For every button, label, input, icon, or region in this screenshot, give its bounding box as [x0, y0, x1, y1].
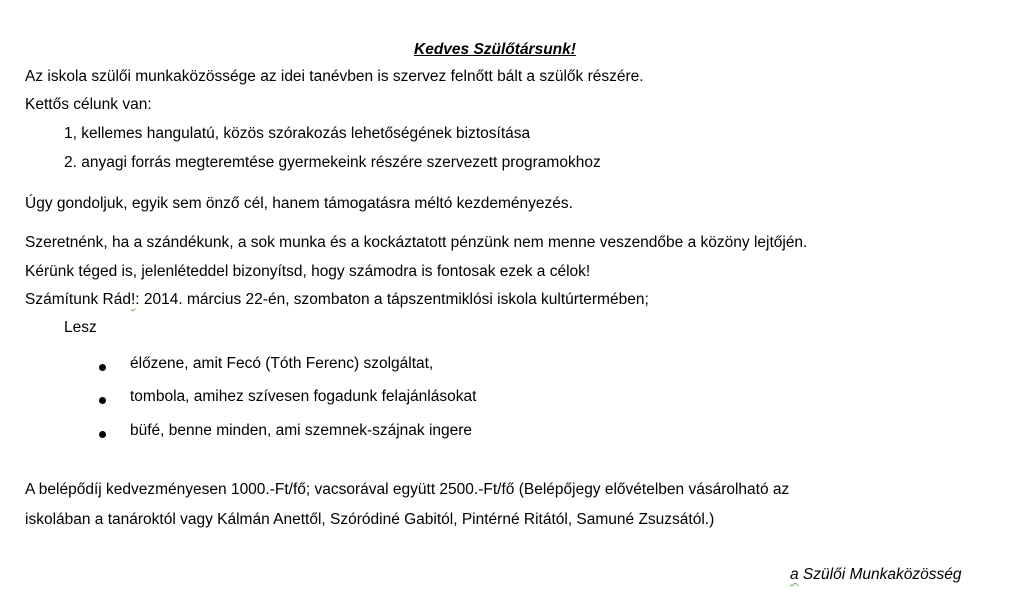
bullet-icon	[99, 397, 106, 404]
letter-title: Kedves Szülőtársunk!	[414, 41, 576, 58]
program-item: büfé, benne minden, ami szemnek-szájnak ingere	[130, 422, 473, 439]
spellcheck-mark: !	[130, 291, 136, 308]
appeal-paragraph: Szeretnénk, ha a szándékunk, a sok munka és a kockáztatott pénzünk nem menne veszendőbe a közöny lejtőjén.	[25, 234, 808, 251]
event-prefix: Számítunk Rád	[25, 291, 131, 308]
event-date-location: : 2014. március 22-én, szombaton a tápszentmiklósi iskola kultúrtermében;	[135, 291, 649, 308]
goal-item: 1, kellemes hangulatú, közös szórakozás lehetőségének biztosítása	[64, 125, 531, 142]
bullet-icon	[99, 431, 106, 438]
signature-article: a	[790, 566, 799, 583]
statement-paragraph: Úgy gondoljuk, egyik sem önző cél, hanem támogatásra méltó kezdeményezés.	[25, 195, 573, 212]
program-item: tombola, amihez szívesen fogadunk felajánlásokat	[130, 388, 477, 405]
goals-heading: Kettős célunk van:	[25, 96, 152, 113]
goal-item: 2. anyagi forrás megteremtése gyermekeink részére szervezett programokhoz	[64, 154, 601, 171]
intro-paragraph: Az iskola szülői munkaközössége az idei tanévben is szervez felnőtt bált a szülők részére.	[25, 68, 644, 85]
program-item: élőzene, amit Fecó (Tóth Ferenc) szolgáltat,	[130, 355, 434, 372]
bullet-icon	[99, 364, 106, 371]
fee-info-line-1: A belépődíj kedvezményesen 1000.-Ft/fő; vacsorával együtt 2500.-Ft/fő (Belépőjegy elővételben vásárolható az	[25, 481, 790, 498]
event-details	[25, 290, 649, 310]
request-paragraph: Kérünk téged is, jelenléteddel bizonyítsd, hogy számodra is fontosak ezek a célok!	[25, 263, 591, 280]
program-heading: Lesz	[64, 319, 97, 336]
signature-name: Szülői Munkaközösség	[798, 566, 962, 583]
fee-info-line-2: iskolában a tanároktól vagy Kálmán Anettől, Szóródiné Gabitól, Pintérné Ritától, Samuné Zsuzsától.)	[25, 511, 715, 528]
signature	[790, 565, 961, 585]
